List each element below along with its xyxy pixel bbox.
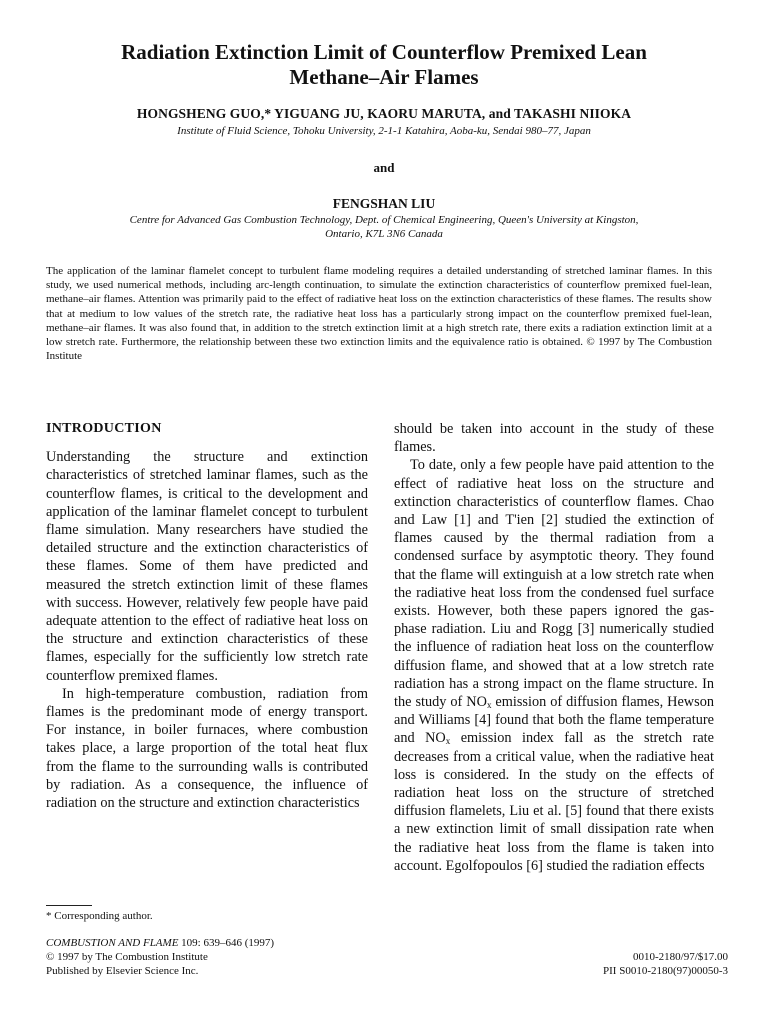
title-line-2: Methane–Air Flames (289, 65, 479, 89)
subscript: x (486, 700, 492, 711)
affiliation-1: Institute of Fluid Science, Tohoku University, 2-1-1 Katahira, Aoba-ku, Sendai 980–77, Japan (177, 125, 591, 137)
affiliation-2-line-2: Ontario, K7L 3N6 Canada (325, 228, 443, 240)
publisher: Published by Elsevier Science Inc. (46, 965, 199, 977)
paper-title (60, 40, 708, 90)
author-conjunction: and (373, 160, 395, 175)
paragraph: In high-temperature combustion, radiation from flames is the predominant mode of energy transport. For instance, in boiler furnaces, where combustion takes place, a large proportion of the total heat flux from the flame to the surrounding walls is contributed by radiation. As a consequence, the influence of radiation on the structure and extinction characteristics (46, 685, 368, 812)
author-list: HONGSHENG GUO,* YIGUANG JU, KAORU MARUTA, and TAKASHI NIIOKA (136, 106, 632, 121)
right-column (394, 420, 714, 875)
copyright: © 1997 by The Combustion Institute (46, 951, 208, 963)
subscript: x (445, 736, 451, 747)
abstract: The application of the laminar flamelet concept to turbulent flame modeling requires a detailed understanding of stretched laminar flames. In this study, we used numerical methods, including arc-length continuation, to simulate the extinction characteristics of counterflow premixed fuel-lean, methane–air flames. Attention was primarily paid to the effect of radiative heat loss on the extinction characteristics of these flames. The results show that at medium to low values of the stretch rate, the radiative heat loss has a particularly strong impact on the counterflow premixed fuel-lean, methane–air flames. It was also found that, in addition to the stretch extinction limit at a high stretch rate, there exits a radiation extinction limit at a low stretch rate. Furthermore, the relationship between these two extinction limits and the equivalence ratio is obtained. © 1997 by The Combustion Institute (46, 265, 712, 363)
text-run: To date, only a few people have paid attention to the effect of radiative heat loss on the structure and extinction characteristics of counterflow flames. Chao and Law [1] and T'ien [2] studied the extinction of flames caused by the thermal radiation from a condensed surface by asymptotic theory. They found that the flame will extinguish at a low stretch rate when the radiative heat loss from the condensed fuel surface exists. However, both these papers ignored the gas-phase radiation. Liu and Rogg [3] numerically studied the influence of radiation heat loss on the counterflow diffusion flame, and showed that at a low stretch rate radiation has a strong impact on the flame structure. In the study of NO (394, 457, 714, 711)
text-run: emission index fall as the stretch rate decreases from a critical value, when the radiative heat loss is considered. In the study on the effects of radiation heat loss on the structure of stretched diffusion flamelets, Liu et al. [5] found that there exists a new extinction limit of small dissipation rate when the radiative heat loss from the flame is taken into account. Egolfopoulos [6] studied the radiation effects (394, 730, 714, 874)
paragraph: Understanding the structure and extinction characteristics of stretched laminar flames, such as the counterflow flames, is critical to the development and application of the laminar flamelet concept to turbulent flame simulation. Many researchers have studied the detailed structure and the extinction characteristics of these flames. Some of them have predicted and measured the stretch extinction limit of these flames with success. However, relatively few people have paid adequate attention to the effect of radiative heat loss on the structure and extinction characteristics of these flames, especially for the sufficiently low stretch rate counterflow premixed flames. (46, 449, 368, 684)
journal-ref: 109: 639–646 (1997) (178, 937, 275, 949)
article-codes (603, 950, 728, 978)
footnote-rule (46, 905, 92, 906)
title-line-1: Radiation Extinction Limit of Counterflow Premixed Lean (121, 40, 647, 64)
pii-code: PII S0010-2180(97)00050-3 (603, 965, 728, 977)
paragraph (394, 456, 714, 875)
footnote: * Corresponding author. (46, 910, 153, 922)
paragraph: should be taken into account in the study of these flames. (394, 421, 714, 456)
text-run: emission of diffusion flames, Hewson and Williams [4] found that both the flame temperature and NO (394, 694, 714, 747)
left-column (46, 420, 368, 812)
author-2: FENGSHAN LIU (332, 196, 436, 211)
section-heading: INTRODUCTION (46, 421, 162, 436)
journal-citation (46, 936, 274, 950)
affiliation-2-line-1: Centre for Advanced Gas Combustion Technology, Dept. of Chemical Engineering, Queen's University at Kingston, (129, 214, 639, 226)
journal-info (46, 936, 274, 978)
journal-name: COMBUSTION AND FLAME (46, 937, 179, 949)
issn-code: 0010-2180/97/$17.00 (632, 951, 728, 963)
affiliation-2 (70, 213, 698, 241)
